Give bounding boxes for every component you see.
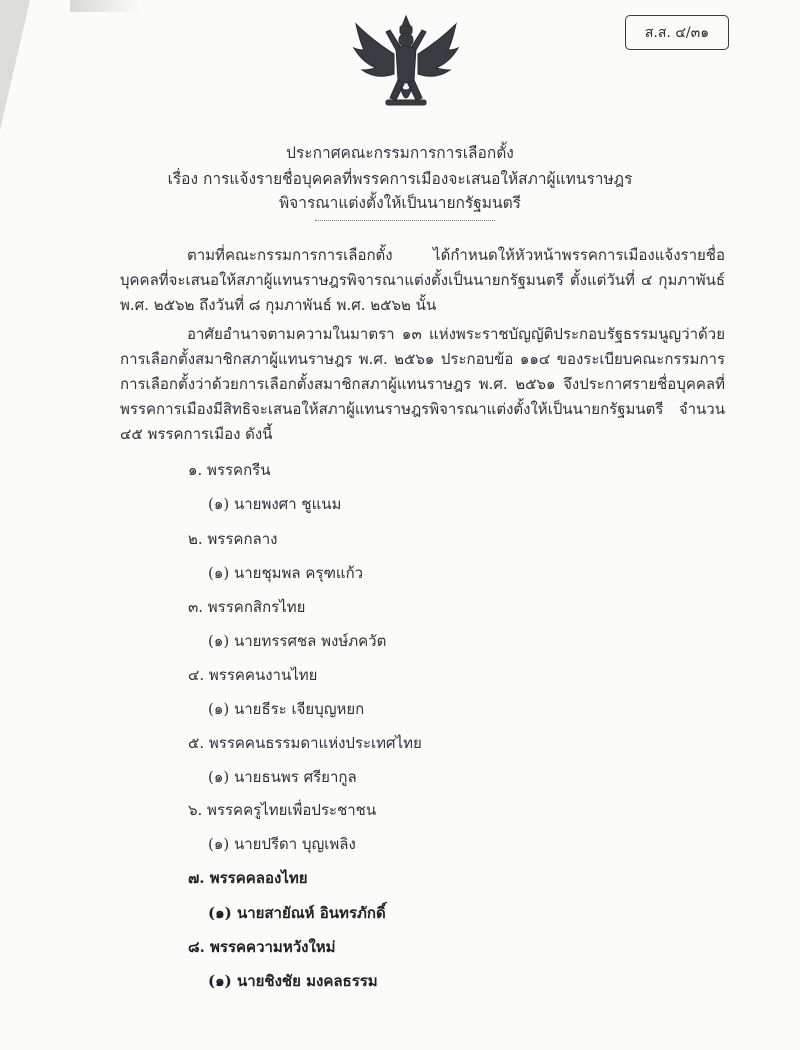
announcement-subject-line2: พิจารณาแต่งตั้งให้เป็นนายกรัฐมนตรี bbox=[278, 194, 522, 212]
candidate-item: (๑) นายธีระ เจียบุญหยก bbox=[208, 700, 365, 718]
party-item: ๘. พรรคความหวังใหม่ bbox=[188, 938, 336, 956]
announcement-subject: เรื่อง การแจ้งรายชื่อบุคคลที่พรรคการเมืองจะเสนอให้สภาผู้แทนราษฎร bbox=[167, 170, 633, 188]
candidate-item: (๑) นายธนพร ศรียากูล bbox=[208, 768, 357, 786]
announcement-heading: ประกาศคณะกรรมการการเลือกตั้ง bbox=[286, 144, 514, 162]
candidate-item: (๑) นายพงศา ชูแนม bbox=[208, 495, 342, 513]
title-divider bbox=[315, 220, 495, 221]
party-item: ๔. พรรคคนงานไทย bbox=[188, 666, 318, 684]
paragraph-authority: อาศัยอำนาจตามความในมาตรา ๑๓ แห่งพระราชบัญญัติประกอบรัฐธรรมนูญว่าด้วยการเลือกตั้งสมาชิกสภาผู้แทนราษฎร พ.ศ. ๒๕๖๑ ประกอบข้อ ๑๑๔ ของระเบียบคณะกรรมการการเลือกตั้งว่าด้วยการเลือกตั้งสมาชิกสภาผู้แทนราษฎร พ.ศ. ๒๕๖๑ จึงประกาศรายชื่อบุคคลที่พรรคการเมืองมีสิทธิจะเสนอให้สภาผู้แทนราษฎรพิจารณาแต่งตั้งให้เป็นนายกรัฐมนตรี จำนวน ๔๕ พรรคการเมือง ดังนี้ bbox=[120, 325, 725, 443]
party-item: ๖. พรรคครูไทยเพื่อประชาชน bbox=[188, 801, 377, 819]
page-fold bbox=[0, 0, 30, 130]
party-item: ๕. พรรคคนธรรมดาแห่งประเทศไทย bbox=[188, 734, 422, 752]
candidate-item: (๑) นายทรรศชล พงษ์ภควัต bbox=[208, 632, 387, 650]
document-code-box bbox=[625, 15, 729, 50]
page-shadow bbox=[70, 0, 140, 12]
candidate-item: (๑) นายชิงชัย มงคลธรรม bbox=[208, 972, 378, 990]
party-item: ๗. พรรคคลองไทย bbox=[188, 869, 308, 887]
candidate-item: (๑) นายชุมพล ครุฑแก้ว bbox=[208, 564, 364, 582]
party-item: ๓. พรรคกสิกรไทย bbox=[188, 598, 306, 616]
paragraph-preamble: ตามที่คณะกรรมการการเลือกตั้ง ได้กำหนดให้หัวหน้าพรรคการเมืองแจ้งรายชื่อบุคคลที่จะเสนอให้สภาผู้แทนราษฎรพิจารณาแต่งตั้งเป็นนายกรัฐมนตรี ตั้งแต่วันที่ ๔ กุมภาพันธ์ พ.ศ. ๒๕๖๒ ถึงวันที่ ๘ กุมภาพันธ์ พ.ศ. ๒๕๖๒ นั้น bbox=[120, 246, 725, 314]
candidate-item: (๑) นายสายัณห์ อินทรภักดิ์ bbox=[208, 904, 386, 922]
party-item: ๑. พรรคกรีน bbox=[188, 461, 271, 479]
candidate-item: (๑) นายปรีดา บุญเพลิง bbox=[208, 835, 356, 853]
garuda-emblem-icon bbox=[350, 10, 462, 116]
document-code: ส.ส. ๔/๓๑ bbox=[644, 24, 710, 41]
party-item: ๒. พรรคกลาง bbox=[188, 530, 278, 548]
